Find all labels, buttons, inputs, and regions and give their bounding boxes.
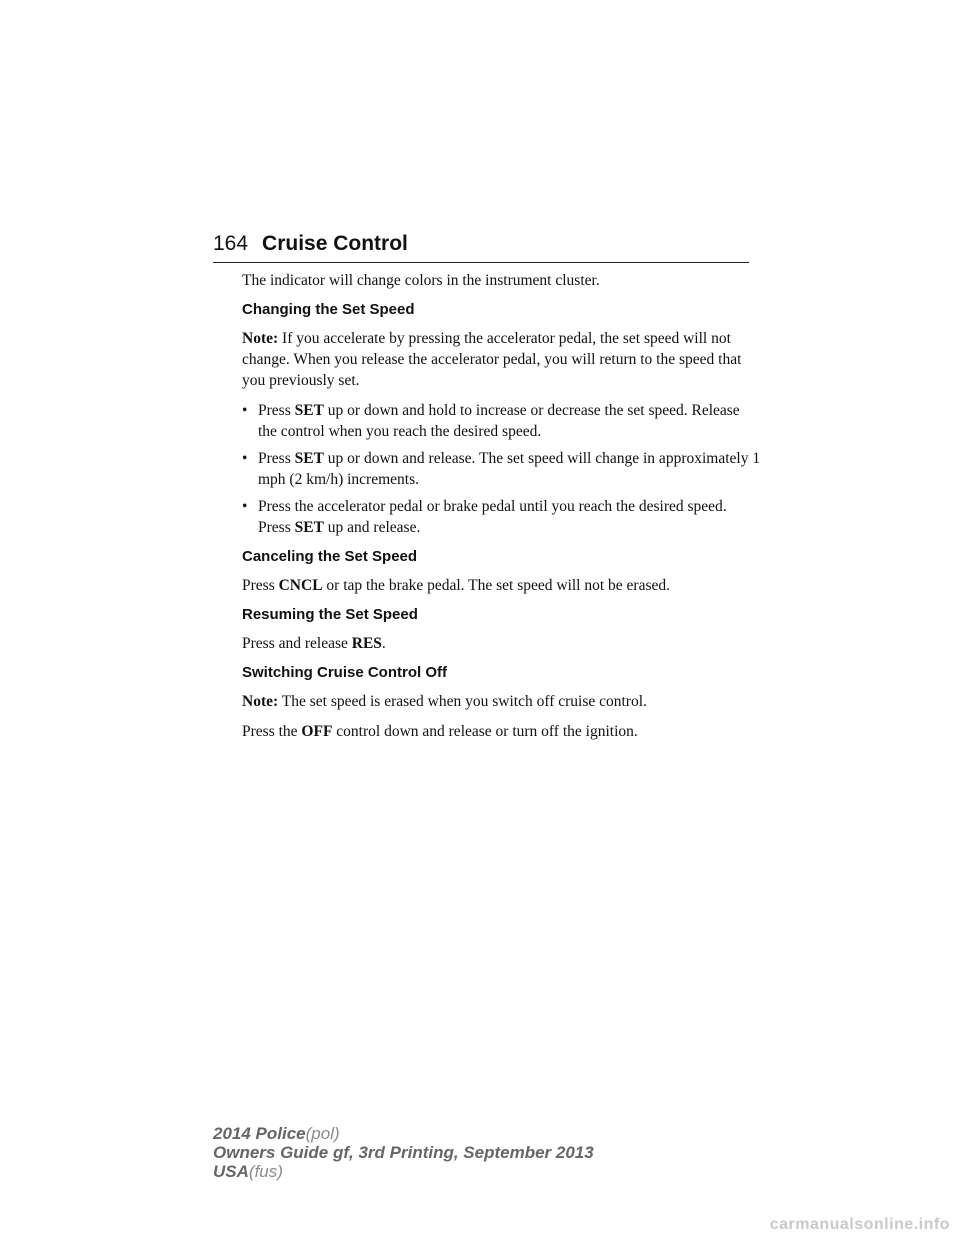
control-name: CNCL <box>278 577 323 594</box>
footer-market: USA <box>213 1162 249 1181</box>
switching-paragraph <box>242 721 762 742</box>
bullet-text: up or down and release. The set speed will change in approximately 1 mph (2 km/h) increments. <box>258 450 761 488</box>
print-footer <box>213 1124 594 1181</box>
heading-resuming-set-speed: Resuming the Set Speed <box>242 606 418 623</box>
watermark: carmanualsonline.info <box>769 1216 950 1233</box>
paragraph-text: Press <box>242 577 279 594</box>
bullet-text: Press <box>258 402 295 419</box>
bullet-text: up and release. <box>323 519 421 536</box>
paragraph-text: . <box>381 635 386 652</box>
paragraph-text: Press and release <box>242 635 352 652</box>
heading-canceling-set-speed: Canceling the Set Speed <box>242 548 418 565</box>
page-header <box>213 230 749 263</box>
footer-model-code: (pol) <box>305 1124 340 1143</box>
resuming-paragraph <box>242 633 762 654</box>
intro-paragraph: The indicator will change colors in the instrument cluster. <box>242 272 600 289</box>
note-label: Note: <box>242 693 279 710</box>
page-number: 164 <box>213 232 249 255</box>
control-name: SET <box>294 450 324 467</box>
heading-switching-off: Switching Cruise Control Off <box>242 664 447 681</box>
list-item <box>242 448 762 490</box>
list-item <box>242 496 762 538</box>
footer-model: 2014 Police <box>213 1124 306 1143</box>
heading-changing-set-speed: Changing the Set Speed <box>242 301 415 318</box>
note-changing <box>242 328 762 391</box>
footer-line-3 <box>213 1162 594 1181</box>
bullet-text: Press <box>258 450 295 467</box>
control-name: SET <box>294 519 324 536</box>
section-title: Cruise Control <box>262 232 408 255</box>
note-text: The set speed is erased when you switch off cruise control. <box>278 693 647 710</box>
list-item <box>242 400 762 442</box>
note-switching <box>242 691 762 712</box>
page-content <box>242 270 762 751</box>
canceling-paragraph <box>242 575 762 596</box>
paragraph-text: Press the <box>242 723 302 740</box>
note-label: Note: <box>242 330 279 347</box>
bullet-text: Press the accelerator pedal or brake pedal until you reach the desired speed. Press <box>258 498 727 536</box>
set-speed-bullet-list <box>242 400 762 538</box>
footer-line-1 <box>213 1124 594 1143</box>
footer-market-code: (fus) <box>248 1162 283 1181</box>
paragraph-text: control down and release or turn off the ignition. <box>332 723 638 740</box>
footer-printing: Owners Guide gf, 3rd Printing, September 2013 <box>213 1143 594 1162</box>
bullet-text: up or down and hold to increase or decrease the set speed. Release the control when you reach the desired speed. <box>258 402 740 440</box>
footer-line-2 <box>213 1143 594 1162</box>
control-name: OFF <box>301 723 333 740</box>
note-text: If you accelerate by pressing the accelerator pedal, the set speed will not change. When you release the accelerator pedal, you will return to the speed that you previously set. <box>242 330 742 389</box>
control-name: SET <box>294 402 324 419</box>
control-name: RES <box>351 635 382 652</box>
paragraph-text: or tap the brake pedal. The set speed will not be erased. <box>322 577 671 594</box>
